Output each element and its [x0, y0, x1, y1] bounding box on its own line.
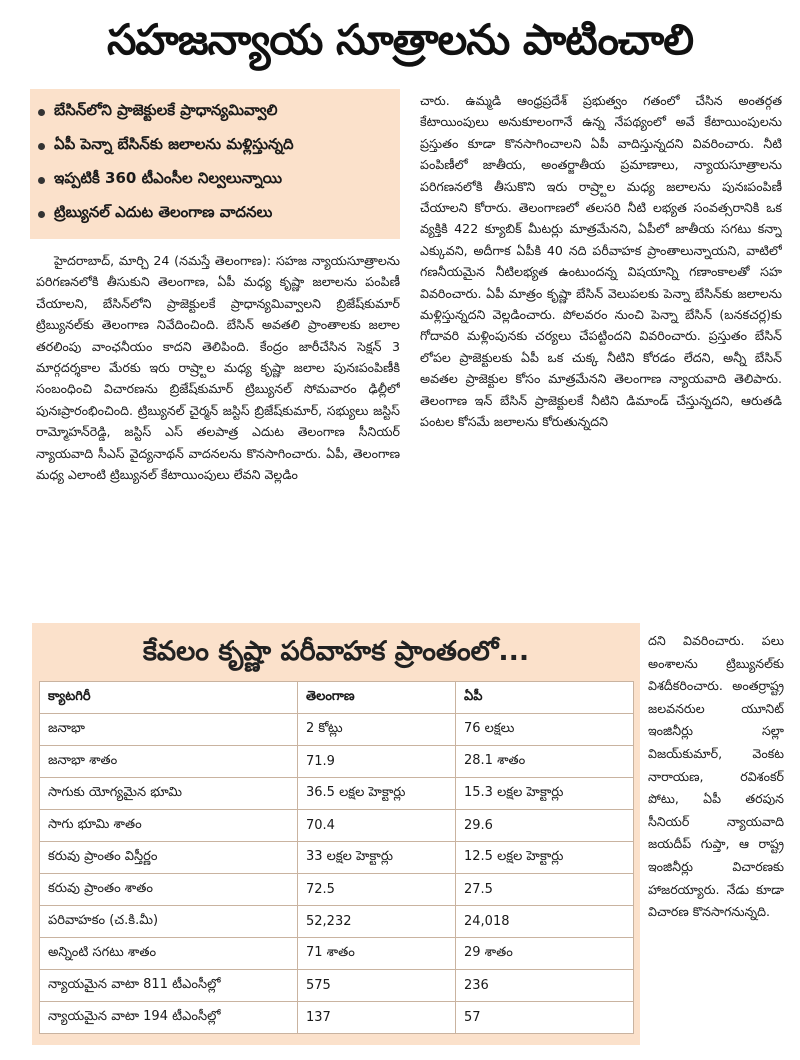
table-cell: 2 కోట్లు	[298, 714, 456, 746]
bullet-dot-icon	[38, 143, 45, 150]
table-cell: పరివాహకం (చ.కి.మీ)	[40, 906, 298, 938]
table-cell: జనాభా	[40, 714, 298, 746]
table-cell: 71 శాతం	[298, 938, 456, 970]
article-column-left	[36, 250, 400, 620]
table-cell: న్యాయమైన వాటా 194 టీఎంసీల్లో	[40, 1002, 298, 1034]
highlight-text: ఇప్పటికీ 360 టీఎంసీల నిల్వలున్నాయి	[54, 169, 283, 187]
table-cell: 29.6	[456, 810, 634, 842]
table-cell: 12.5 లక్షల హెక్టార్లు	[456, 842, 634, 874]
highlight-item	[38, 197, 392, 231]
table-cell: కరువు ప్రాంతం శాతం	[40, 874, 298, 906]
table-cell: 70.4	[298, 810, 456, 842]
table-row	[40, 1002, 634, 1034]
table-row	[40, 906, 634, 938]
headline: సహజన్యాయ సూత్రాలను పాటించాలి	[106, 15, 694, 64]
table-cell: 27.5	[456, 874, 634, 906]
stats-table	[39, 681, 634, 1034]
table-cell: 236	[456, 970, 634, 1002]
highlight-text: ఏపీ పెన్నా బేసిన్‌కు జలాలను మళ్లిస్తున్నది	[54, 135, 294, 153]
bullet-dot-icon	[38, 211, 45, 218]
highlight-item	[38, 129, 392, 163]
table-row	[40, 970, 634, 1002]
table-cell: 15.3 లక్షల హెక్టార్లు	[456, 778, 634, 810]
column-header: క్యాటగిరీ	[40, 682, 298, 714]
table-cell: 28.1 శాతం	[456, 746, 634, 778]
table-cell: సాగు భూమి శాతం	[40, 810, 298, 842]
bullet-dot-icon	[38, 177, 45, 184]
table-row	[40, 714, 634, 746]
table-cell: 29 శాతం	[456, 938, 634, 970]
table-cell: 24,018	[456, 906, 634, 938]
highlights-box	[30, 89, 400, 239]
table-row	[40, 874, 634, 906]
table-row	[40, 778, 634, 810]
table-cell: అన్నింటి సగటు శాతం	[40, 938, 298, 970]
bullet-dot-icon	[38, 109, 45, 116]
highlight-text: బేసిన్‌లోని ప్రాజెక్టులకే ప్రాధాన్యమివ్వాలి	[54, 101, 278, 119]
article-paragraph: చారు. ఉమ్మడి ఆంధ్రప్రదేశ్ ప్రభుత్వం గతంలో చేసిన అంతర్గత కేటాయింపులు అనుకూలంగానే ఉన్న నేపథ్యంలో అవే కేటాయింపులను ప్రస్తుతం కూడా కొనసాగించాలని ఏపీ వాదిస్తున్నదని వివరించారు. నీటి పంపిణీలో జాతీయ, అంతర్జాతీయ ప్రమాణాలు, న్యాయసూత్రాలను పరిగణనలోకి తీసుకొని ఇరు రాష్ర్టాల మధ్య జలాలను పునఃపంపిణీ చేయాలని కోరారు. తెలంగాణలో తలసరి నీటి లభ్యత సంవత్సరానికి ఒక వ్యక్తికి 422 క్యూబిక్ మీటర్లు మాత్రమేనని, ఏపీలో జాతీయ సగటు కన్నా ఎక్కువని, అదీగాక ఏపీకి 40 నది పరీవాహక ప్రాంతాలున్నాయని, వాటిలో గణనీయమైన నీటిలభ్యత ఉంటుందన్న విషయాన్ని గణాంకాలతో సహ వివరించారు. ఏపీ మాత్రం కృష్ణా బేసిన్ వెలుపలకు పెన్నా బేసిన్‌కు జలాలను మళ్లిస్తున్నదని వెల్లడించారు. పోలవరం నుంచి పెన్నా బేసిన్ (బనకచర్ల)కు గోదావరి మళ్లింపునకు చర్యలు చేపట్టిందని వివరించారు. ప్రస్తుతం బేసిన్ లోపల ప్రాజెక్టులకు ఏపీ ఒక చుక్క నీటిని కోరడం లేదని, అన్నీ బేసిన్ అవతల ప్రాజెక్టుల కోసం మాత్రమేనని తెలంగాణ న్యాయవాది తెలిపారు. తెలంగాణ ఇన్ బేసిన్ ప్రాజెక్టులకే నీటిని డిమాండ్ చేస్తున్నదని, ఆరుతడి పంటల కోసమే జలాలను కోరుతున్నదని	[420, 93, 782, 430]
table-cell: 72.5	[298, 874, 456, 906]
article-paragraph: హైదరాబాద్, మార్చి 24 (నమస్తే తెలంగాణ): సహజ న్యాయసూత్రాలను పరిగణనలోకి తీసుకుని తెలంగాణ, ఏపీ మధ్య కృష్ణా జలాలను పంపిణీ చేయాలని, బేసిన్‌లోని ప్రాజెక్టులకే ప్రాధాన్యమివ్వాలని బ్రిజేష్‌కుమార్ ట్రిబ్యునల్‌కు తెలంగాణ నివేదించింది. బేసిన్ అవతలి ప్రాంతాలకు జలాల తరలింపు వాంఛనీయం కాదని తెలిపింది. కేంద్రం జారీచేసిన సెక్షన్ 3 మార్గదర్శకాల మేరకు ఇరు రాష్ర్టాల మధ్య కృష్ణా జలాల పునఃపంపిణీకి సంబంధించి విచారణను బ్రిజేష్‌కుమార్ ట్రిబ్యునల్ సోమవారం ఢిల్లీలో పునఃప్రారంభించింది. ట్రిబ్యునల్ చైర్మన్ జస్టిస్ బ్రిజేష్‌కుమార్, సభ్యులు జస్టిస్ రామ్మోహన్‌రెడ్డి, జస్టిస్ ఎస్ తలపాత్ర ఎదుట తెలంగాణ సీనియర్ న్యాయవాది సీఎస్ వైద్యనాథన్ వాదనలను కొనసాగించారు. ఏపీ, తెలంగాణ మధ్య ఎలాంటి ట్రిబ్యునల్ కేటాయింపులు లేవని వెల్లడిం	[36, 253, 400, 483]
highlight-text: ట్రిబ్యునల్ ఎదుట తెలంగాణ వాదనలు	[54, 203, 273, 221]
stats-table-box	[32, 623, 640, 1045]
article-paragraph: దని వివరించారు. పలు అంశాలను ట్రిబ్యునల్‌కు విశదీకరించారు. అంతర్రాష్ట్ర జలవనరుల యూనిట్ ఇంజినీర్లు సల్లా విజయ్‌కుమార్, వెంకట నారాయణ, రవిశంకర్ పోటు, ఏపీ తరపున సీనియర్ న్యాయవాది జయదీప్ గుప్తా, ఆ రాష్ట్ర ఇంజినీర్లు విచారణకు హాజరయ్యారు. నేడు కూడా విచారణ కొనసాగనున్నది.	[648, 633, 784, 920]
table-cell: 575	[298, 970, 456, 1002]
table-header-row	[40, 682, 634, 714]
highlight-item	[38, 163, 392, 197]
table-cell: సాగుకు యోగ్యమైన భూమి	[40, 778, 298, 810]
table-cell: 52,232	[298, 906, 456, 938]
highlight-item	[38, 95, 392, 129]
table-cell: 33 లక్షల హెక్టార్లు	[298, 842, 456, 874]
column-header: ఏపీ	[456, 682, 634, 714]
table-row	[40, 810, 634, 842]
column-header: తెలంగాణ	[298, 682, 456, 714]
table-cell: 36.5 లక్షల హెక్టార్లు	[298, 778, 456, 810]
table-cell: 57	[456, 1002, 634, 1034]
table-row	[40, 938, 634, 970]
table-cell: న్యాయమైన వాటా 811 టీఎంసీల్లో	[40, 970, 298, 1002]
table-cell: కరువు ప్రాంతం విస్తీర్ణం	[40, 842, 298, 874]
table-title: కేవలం కృష్ణా పరీవాహక ప్రాంతంలో...	[142, 636, 530, 667]
article-column-right	[420, 90, 782, 630]
table-row	[40, 746, 634, 778]
table-cell: జనాభా శాతం	[40, 746, 298, 778]
article-column-narrow	[648, 630, 784, 1050]
table-cell: 76 లక్షలు	[456, 714, 634, 746]
table-body	[40, 714, 634, 1034]
table-row	[40, 842, 634, 874]
table-cell: 71.9	[298, 746, 456, 778]
table-cell: 137	[298, 1002, 456, 1034]
